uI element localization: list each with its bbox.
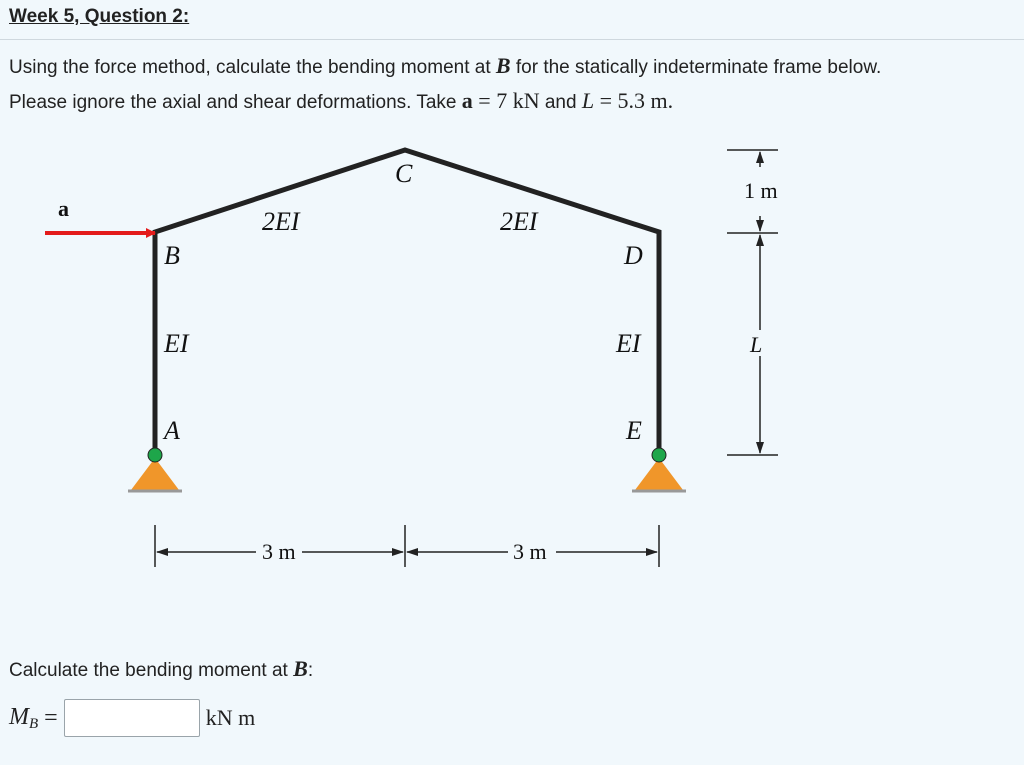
support-right (635, 458, 683, 490)
hinge-left (148, 448, 162, 462)
question-text: and (539, 92, 582, 113)
prompt-colon: : (307, 660, 314, 681)
title-divider (0, 39, 1024, 40)
node-label-D: D (624, 241, 643, 270)
node-label-A: A (164, 416, 180, 445)
question-text-line-1 (9, 53, 881, 79)
L-value: 5.3 m. (617, 88, 674, 113)
answer-row (9, 697, 255, 739)
node-label-B: B (164, 241, 180, 270)
rafter-left-stiffness: 2EI (262, 207, 300, 236)
answer-subscript: B (29, 715, 39, 732)
equals: = (594, 88, 618, 113)
equals: = (472, 88, 497, 113)
answer-unit: kN m (205, 705, 256, 730)
answer-symbol: M (9, 703, 29, 730)
moment-answer-input[interactable] (64, 699, 200, 737)
answer-equals: = (44, 704, 58, 731)
column-right-stiffness: EI (616, 329, 641, 358)
dim-height-label: L (750, 332, 763, 357)
support-left (131, 458, 179, 490)
prompt-text: Calculate the bending moment at (9, 660, 294, 681)
node-label-E: E (626, 416, 642, 445)
prompt-var-B: B (293, 656, 308, 681)
hinge-right (652, 448, 666, 462)
rafter-right-stiffness: 2EI (500, 207, 538, 236)
dim-span-left-label: 3 m (262, 539, 296, 564)
dim-span-right-label: 3 m (513, 539, 547, 564)
load-label: a (58, 196, 69, 221)
question-text: Please ignore the axial and shear deformations. Take (9, 92, 462, 113)
question-text-line-2 (9, 88, 673, 114)
answer-lhs (9, 704, 38, 733)
question-text: for the statically indeterminate frame below. (510, 57, 882, 78)
dim-rise-label: 1 m (744, 178, 778, 203)
var-a: a (461, 88, 473, 113)
answer-prompt (9, 656, 313, 682)
question-title: Week 5, Question 2: (9, 6, 190, 27)
var-B: B (495, 53, 511, 78)
column-left-stiffness: EI (164, 329, 189, 358)
a-value: 7 kN (496, 88, 540, 113)
node-label-C: C (395, 159, 413, 188)
frame-members (155, 150, 659, 455)
frame-diagram (0, 140, 1024, 580)
question-text: Using the force method, calculate the bending moment at (9, 57, 496, 78)
var-L: L (581, 88, 595, 113)
